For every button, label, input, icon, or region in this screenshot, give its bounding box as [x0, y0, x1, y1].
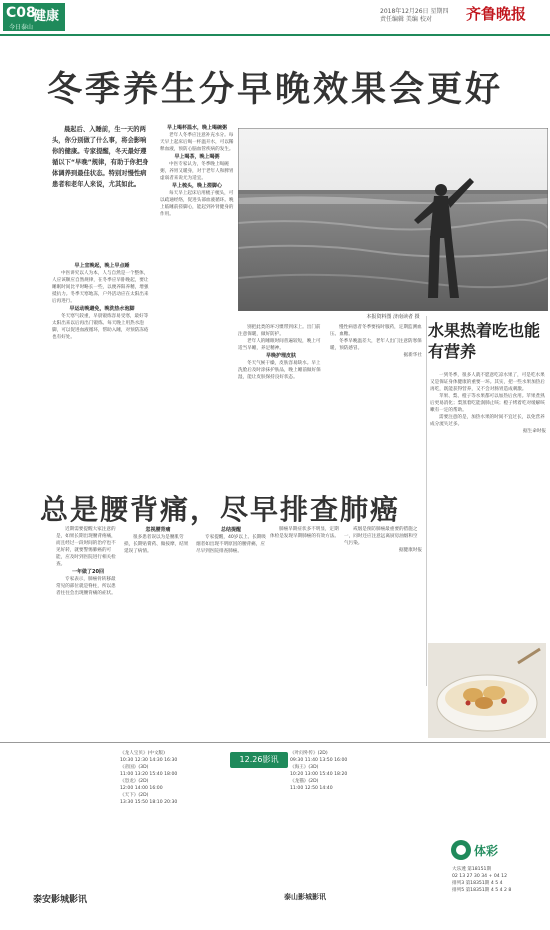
- listing-line: 《龙猫》(2D): [290, 779, 319, 784]
- header-date: 2018年12月26日 星期四: [380, 8, 449, 15]
- article-lead: 晨起后、入睡前，生一天的两头，你分别做了什么事，将会影响你的健康。专家提醒，冬天最好遵循以下“早晚”规律，有助于你把身体调养到最佳状态。特别对慢性病患者和老年人来说，尤其如此。: [52, 126, 149, 188]
- listing-line: 13:30 15:50 18:10 20:30: [120, 800, 178, 805]
- page-badge: [3, 3, 65, 31]
- listing-line: 《叶问外传》(2D): [290, 751, 328, 756]
- paragraph: 中医讲究以人为本，人与自然是一个整体，人应该顺应自然规律，在冬季应早卧晚起，要让睡眠时间比平时略长一些，以便养阳养精，增强抵抗力。冬季天寒地冻，户外活动应在太阳出来后再进行。: [52, 271, 149, 304]
- listings-rule: [0, 742, 550, 743]
- paragraph: 肺癌早期症状多不明显，定期体检是发现早期肺癌的有效方法。: [270, 527, 339, 539]
- listing-line: 12:00 14:00 16:00: [120, 786, 163, 791]
- paragraph: 别把此类的坏习惯带到床上。出门前注意保暖，做好防护。: [238, 325, 321, 337]
- lottery-ball-icon: [450, 839, 472, 861]
- subheading: 早上喝茶，晚上喝粥: [174, 154, 220, 160]
- river-morning-exercise-image: [238, 128, 548, 311]
- paragraph: 冬天气候干燥，皮肤容易缺水。早上洗脸后及时涂抹护肤品，晚上睡前做好保湿，能让皮肤保持良好状态。: [238, 361, 321, 380]
- article-photo: [238, 128, 548, 311]
- paragraph: 很多患者误以为是腰肌劳损，长期贴膏药、做按摩，结果延误了病情。: [124, 535, 189, 554]
- subheading: 早晚护理皮肤: [265, 353, 296, 359]
- main-headline: 冬季养生分早晚效果会更好: [46, 70, 503, 110]
- section-title: 健康: [33, 9, 60, 24]
- paragraph: 每天早上起床后用梳子梳头，可以疏通经络，促进头部血液循环。晚上临睡前搓脚心，能起到补肾健身的作用。: [160, 191, 234, 217]
- listing-line: 11:00 13:20 15:40 18:00: [120, 772, 178, 777]
- paragraph: 中医专家认为，冬季晚上喝碗粥，养胃又暖身，对于老年人和脾胃虚弱者来说尤为适宜。: [160, 162, 234, 181]
- paragraph: 一到冬季，很多人就不愿意吃凉水果了，可是吃水果又是保证身体健康的重要一环。其实，把一些水果加热后再吃，既能获得营养，又不会对肠胃造成刺激。: [430, 373, 545, 392]
- lung-article-column-2: [124, 526, 192, 738]
- theater-title: 泰安影城影讯: [32, 895, 87, 905]
- paragraph: 慢性病患者冬季要按时服药，定期监测血压、血糖。: [330, 325, 422, 337]
- subheading: 一年做了20回: [72, 569, 104, 575]
- theater-listings: [120, 750, 226, 890]
- cinema-title: 泰山影城影讯: [284, 893, 326, 901]
- stewed-fruit-bowl-image: [428, 643, 546, 738]
- paragraph: 专家提醒，40岁以上、长期吸烟者如出现不明原因的腰背痛，应尽早到医院排查肺癌。: [196, 535, 266, 554]
- listing-line: 10:30 12:30 14:30 16:30: [120, 758, 178, 763]
- subheading: 早上喝杯温水，晚上喝碗粥: [166, 125, 227, 131]
- subheading: 忽视腰背痛: [145, 527, 171, 533]
- lung-article-column-3: [196, 526, 266, 738]
- paragraph: 需要注意的是，加热水果的时间不宜过长，以免营养成分流失过多。: [430, 415, 545, 427]
- fruit-article-title: 水果热着吃也能有营养: [428, 321, 541, 361]
- listing-line: 09:30 11:40 13:50 16:00: [290, 758, 348, 763]
- page-header: [0, 0, 550, 34]
- newspaper-brand: 齐鲁晚报: [466, 5, 527, 23]
- listing-line: 《帝国》(3D): [120, 765, 149, 770]
- paragraph: 冬季早晚温差大，老年人出门注意防寒保暖，预防感冒。: [330, 339, 422, 351]
- article-column-2: [160, 124, 234, 479]
- subheading: 早上梳头，晚上搓脚心: [171, 183, 222, 189]
- subsection-title: 今日泰山: [9, 24, 34, 31]
- listing-line: 《龙人宝贝》(中文版): [120, 751, 165, 756]
- lottery-results: [452, 866, 548, 926]
- article-author: 据健康时报: [399, 548, 422, 553]
- header-rule: [0, 34, 550, 36]
- lung-article-column-4: [270, 526, 340, 738]
- listing-line: 11:00 12:50 14:40: [290, 786, 333, 791]
- fruit-photo: [428, 643, 546, 738]
- paragraph: 近期需要提醒大家注意的是，如果长期出现腰背疼痛，而且经过一段时间的治疗也不见好转，就要警惕肺癌的可能，应及时到医院进行相关检查。: [56, 527, 116, 567]
- listings-date-badge: 12.26影讯: [230, 752, 288, 768]
- article-column-4: [330, 324, 422, 484]
- column-divider: [426, 316, 427, 686]
- second-headline: 总是腰背痛，尽早排查肺癌: [40, 493, 401, 526]
- cinema-listings: [290, 750, 366, 890]
- lung-article-column-5: [344, 526, 422, 738]
- paragraph: 戒烟是预防肺癌最重要的措施之一，同时还应注意远离厨房油烟和空气污染。: [344, 527, 418, 546]
- article-column-1: [52, 262, 152, 482]
- page-number: C08: [6, 5, 36, 21]
- paragraph: 专家表示，肺癌骨转移最常见的部位就是脊柱，所以患者往往会出现腰背痛的症状。: [56, 577, 116, 596]
- listing-line: 《恐龙》(2D): [120, 779, 149, 784]
- listing-line: 10:20 13:00 15:40 18:20: [290, 772, 348, 777]
- subheading: 早运动晚避免，晚洗热水泡脚: [69, 306, 135, 312]
- paragraph: 老年人的睡眠时间普遍较短，晚上可适当早睡，养足精神。: [238, 339, 321, 351]
- header-date-block: [380, 8, 448, 24]
- fruit-article-body: [430, 372, 546, 640]
- lung-article-column-1: [56, 526, 120, 738]
- paragraph: 老年人冬季应注意补充水分。每天早上起床后喝一杯温开水，可以稀释血液，预防心脑血管疾病的发生。: [160, 133, 234, 152]
- lottery-line: 排列3 第18351期 4 5 4: [452, 881, 503, 886]
- lottery-line: 排列5 第18351期 4 5 4 2 8: [452, 888, 512, 893]
- paragraph: 冬天寒气较重，早晨锻炼容易受寒，最好等太阳出来以后再出门锻炼。每天晚上用热水泡脚，可以促进血液循环，帮助入睡，对预防冻疮也有好处。: [52, 314, 149, 340]
- sports-lottery-banner: [450, 839, 548, 861]
- lottery-line: 02 13 27 30 34 + 04 12: [452, 874, 507, 879]
- article-author: 据新华社: [403, 353, 422, 358]
- lottery-line: 大乐透 第18151期: [452, 867, 492, 872]
- article-author: 据生命时报: [523, 429, 546, 434]
- article-column-3: [238, 324, 324, 484]
- sports-lottery-label: 体彩: [474, 844, 499, 858]
- subheading: 早上宜晚起，晚上早点睡: [74, 263, 130, 269]
- photo-caption: 本报资料图 济南读者 摄: [366, 314, 420, 320]
- listing-line: 《海王》(3D): [290, 765, 319, 770]
- paragraph: 苹果、梨、橙子等水果都可以加热后食用。苹果煮熟后更易消化；梨蒸着吃能润肺止咳；橙子烤着吃对缓解咳嗽有一定的帮助。: [430, 394, 545, 413]
- header-editors: 责任编辑 美编 校对: [380, 16, 432, 23]
- subheading: 总结提醒: [220, 527, 241, 533]
- listing-line: 《天下》(2D): [120, 793, 149, 798]
